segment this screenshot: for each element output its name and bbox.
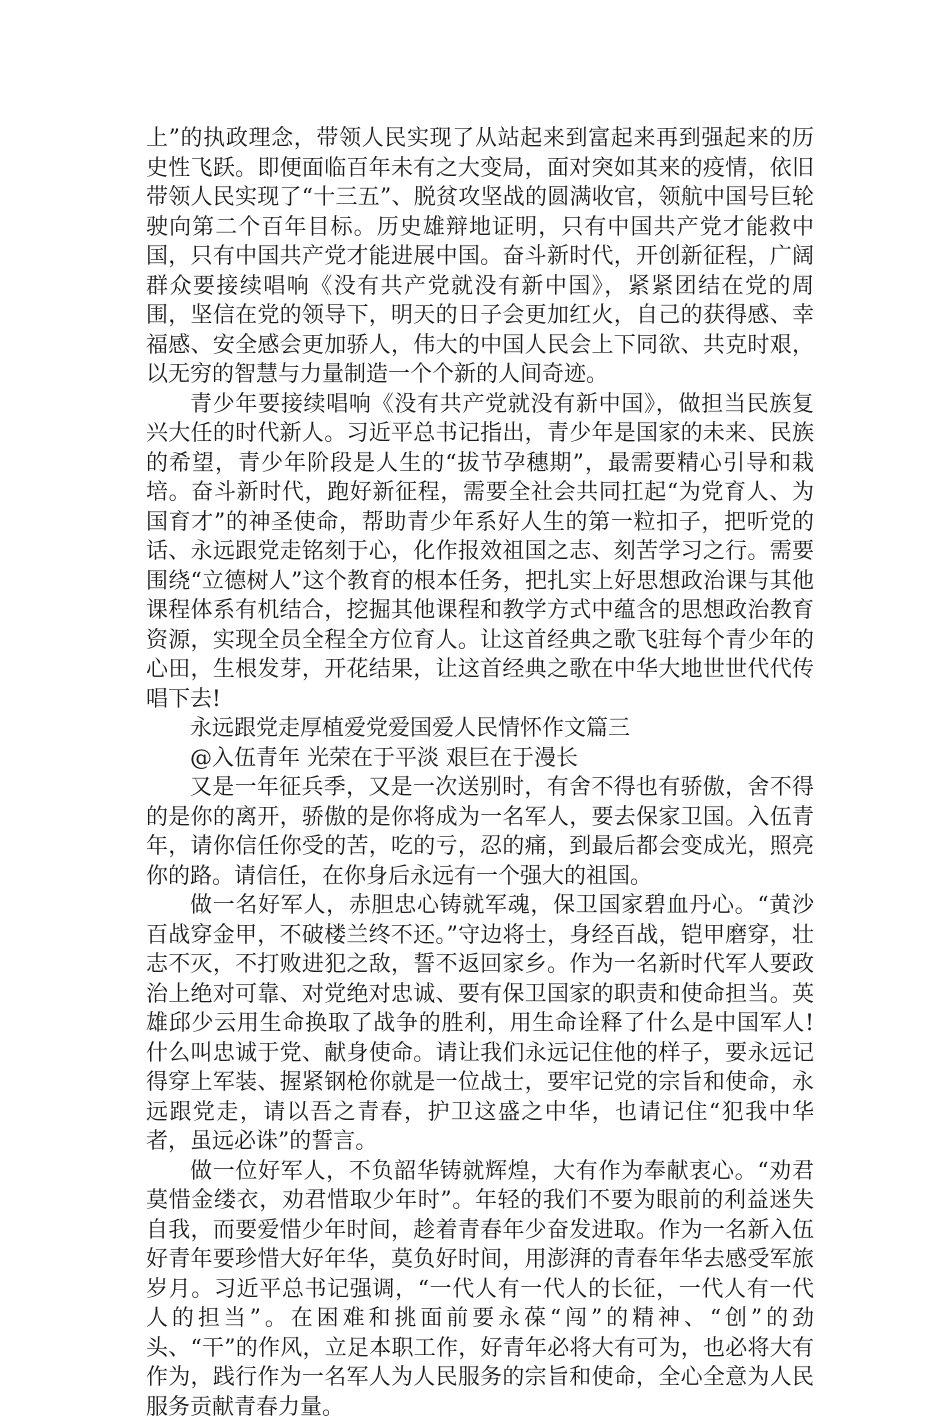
paragraph-5: 做一位好军人，不负韶华铸就辉煌，大有作为奉献衷心。“劝君莫惜金缕衣，劝君惜取少年时”。年轻的我们不要为眼前的利益迷失自我，而要爱惜少年时间，趁着青春年少奋发进取。作为一名新入伍好青年要珍惜大好年华，莫负好时间，用澎湃的青春年华去感受军旅岁月。习近平总书记强调，“一代人有一代人的长征，一代人有一代人的担当”。在困难和挑面前要永葆“闯”的精神、“创”的劲头、“干”的作风，立足本职工作，好青年必将大有可为，也必将大有作为，践行作为一名军人为人民服务的宗旨和使命，全心全意为人民服务贡献青春力量。 (146, 1157, 814, 1422)
section-subtitle: @入伍青年 光荣在于平淡 艰巨在于漫长 (146, 744, 814, 774)
document-page (146, 124, 814, 1422)
paragraph-3: 又是一年征兵季，又是一次送别时，有舍不得也有骄傲，舍不得的是你的离开，骄傲的是你将成为一名军人，要去保家卫国。入伍青年，请你信任你受的苦，吃的亏，忍的痛，到最后都会变成光，照亮你的路。请信任，在你身后永远有一个强大的祖国。 (146, 773, 814, 891)
section-title: 永远跟党走厚植爱党爱国爱人民情怀作文篇三 (146, 714, 814, 744)
paragraph-4: 做一名好军人，赤胆忠心铸就军魂，保卫国家碧血丹心。“黄沙百战穿金甲，不破楼兰终不还。”守边将士，身经百战，铠甲磨穿，壮志不灭，不打败进犯之敌，誓不返回家乡。作为一名新时代军人要政治上绝对可靠、对党绝对忠诚、要有保卫国家的职责和使命担当。英雄邱少云用生命换取了战争的胜利，用生命诠释了什么是中国军人!什么叫忠诚于党、献身使命。请让我们永远记住他的样子，要永远记得穿上军装、握紧钢枪你就是一位战士，要牢记党的宗旨和使命，永远跟党走，请以吾之青春，护卫这盛之中华，也请记住“犯我中华者，虽远必诛”的誓言。 (146, 891, 814, 1157)
paragraph-1: 上”的执政理念，带领人民实现了从站起来到富起来再到强起来的历史性飞跃。即便面临百年未有之大变局，面对突如其来的疫情，依旧带领人民实现了“十三五”、脱贫攻坚战的圆满收官，领航中国号巨轮驶向第二个百年目标。历史雄辩地证明，只有中国共产党才能救中国，只有中国共产党才能进展中国。奋斗新时代，开创新征程，广阔群众要接续唱响《没有共产党就没有新中国》，紧紧团结在党的周围，坚信在党的领导下，明天的日子会更加红火，自己的获得感、幸福感、安全感会更加骄人，伟大的中国人民会上下同欲、共克时艰，以无穷的智慧与力量制造一个个新的人间奇迹。 (146, 124, 814, 390)
paragraph-2: 青少年要接续唱响《没有共产党就没有新中国》，做担当民族复兴大任的时代新人。习近平总书记指出，青少年是国家的未来、民族的希望，青少年阶段是人生的“拔节孕穗期”，最需要精心引导和栽培。奋斗新时代，跑好新征程，需要全社会共同扛起“为党育人、为国育才”的神圣使命，帮助青少年系好人生的第一粒扣子，把听党的话、永远跟党走铭刻于心，化作报效祖国之志、刻苦学习之行。需要围绕“立德树人”这个教育的根本任务，把扎实上好思想政治课与其他课程体系有机结合，挖掘其他课程和教学方式中蕴含的思想政治教育资源，实现全员全程全方位育人。让这首经典之歌飞驻每个青少年的心田，生根发芽，开花结果，让这首经典之歌在中华大地世世代代传唱下去! (146, 390, 814, 715)
